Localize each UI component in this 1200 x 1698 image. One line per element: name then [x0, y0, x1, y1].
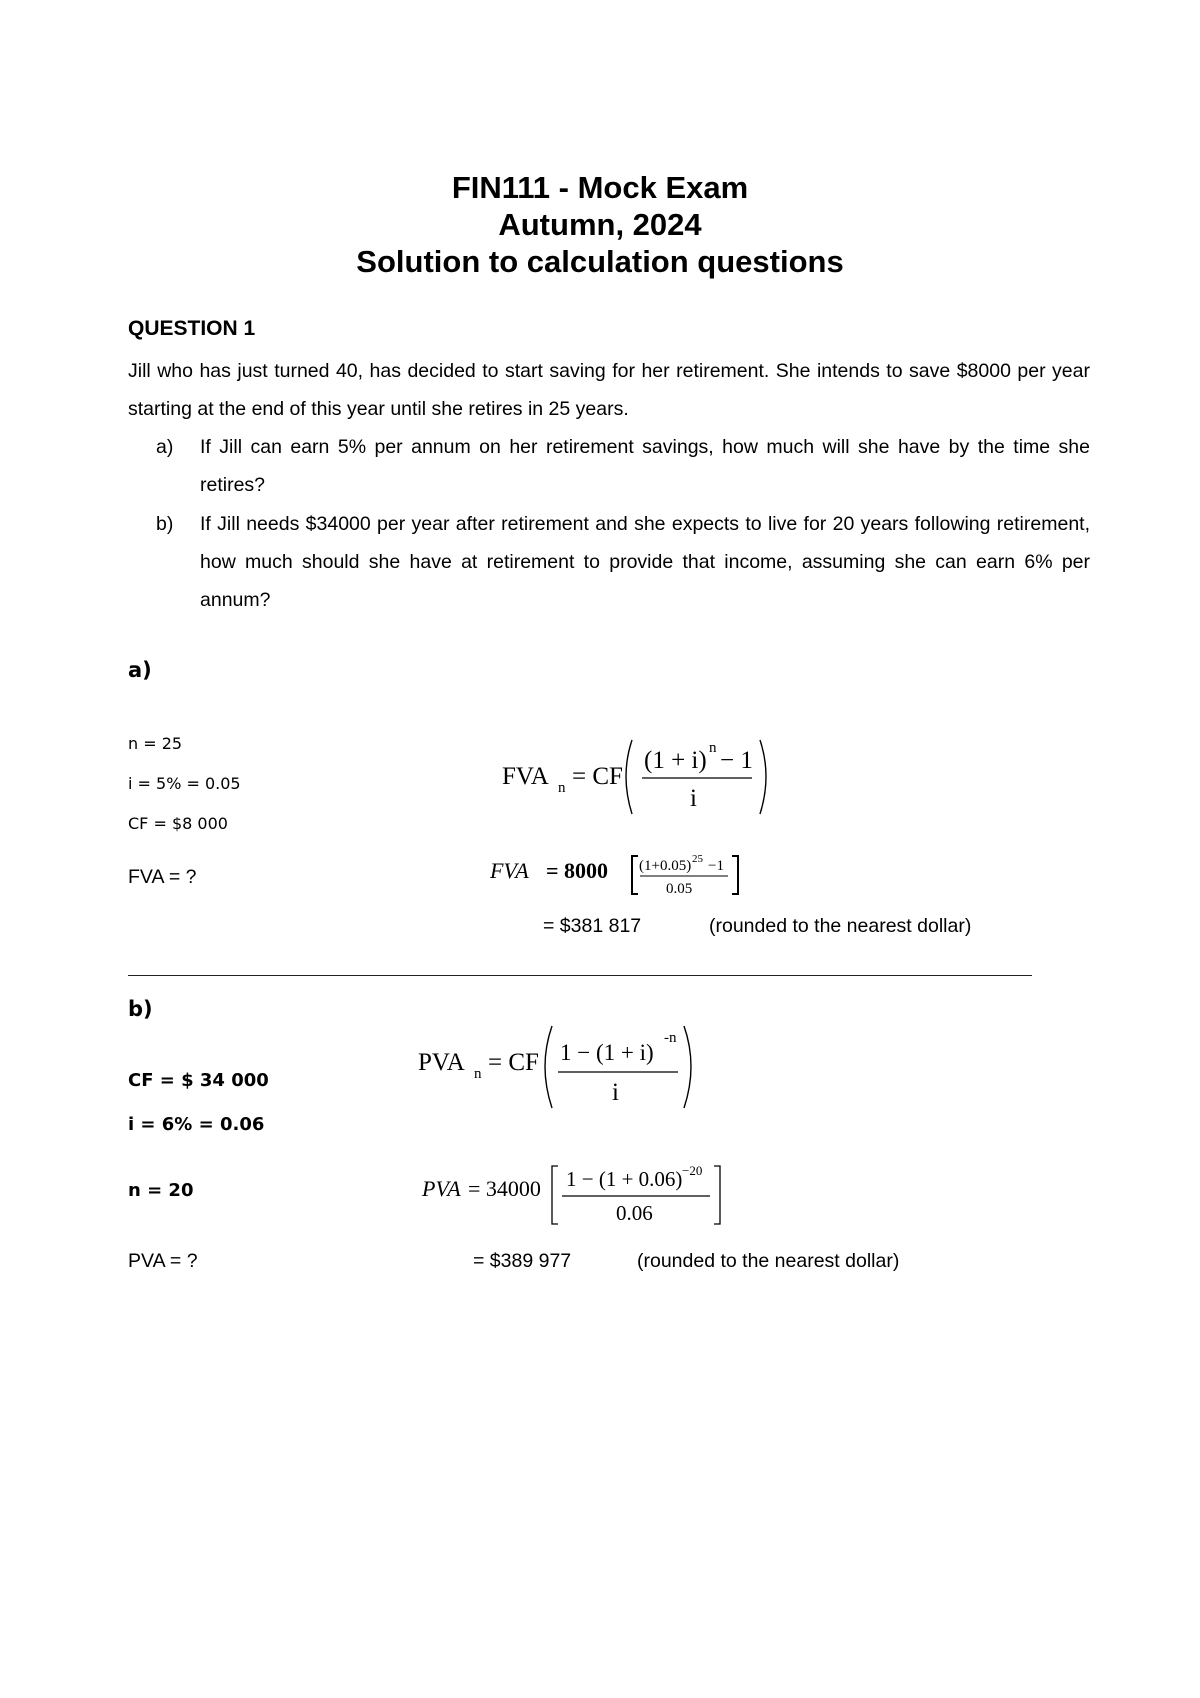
part-a-result: = $381 817: [543, 915, 642, 937]
doc-title: FIN111 - Mock Exam: [451, 170, 749, 205]
formula-num-tail: −1: [708, 858, 724, 874]
formula-eq: = 34000: [468, 1176, 541, 1201]
formula-den: 0.05: [666, 881, 693, 897]
var-cf: CF = $ 34 000: [128, 1070, 269, 1091]
formula-lhs: FVA: [502, 763, 549, 790]
part-b-result: = $389 977: [473, 1250, 572, 1272]
formula-num-exp: 25: [692, 853, 703, 865]
formula-num-base: 1 − (1 + i): [560, 1040, 654, 1065]
item-label: a): [156, 436, 174, 458]
formula-num-exp: n: [709, 740, 717, 756]
section-divider: [128, 975, 1032, 976]
formula-den: i: [612, 1079, 619, 1106]
formula-subscript: n: [558, 780, 566, 796]
formula-subscript: n: [474, 1066, 482, 1082]
formula-num: (1+0.05): [639, 858, 692, 874]
formula-num-base: (1 + i): [644, 747, 707, 774]
formula-eq: = CF: [572, 763, 623, 790]
formula-eq: = CF: [488, 1049, 539, 1076]
formula-num-exp: -n: [664, 1030, 677, 1046]
var-i: i = 5% = 0.05: [128, 774, 241, 793]
var-n: n = 25: [128, 734, 183, 753]
var-i: i = 6% = 0.06: [128, 1114, 265, 1135]
part-b-note: (rounded to the nearest dollar): [637, 1250, 900, 1272]
var-cf: CF = $8 000: [128, 814, 228, 833]
doc-heading: Solution to calculation questions: [356, 244, 844, 279]
part-b-label: b): [128, 997, 153, 1021]
part-a-label: a): [128, 658, 152, 682]
var-n: n = 20: [128, 1180, 194, 1201]
fva-applied-formula: [488, 848, 768, 909]
question-text: Jill who has just turned 40, has decided to start saving for her retirement. She intends to save $8000 per year starting at the end of this year until she retires in 25 years.: [128, 360, 1090, 420]
var-fva: FVA = ?: [128, 866, 197, 888]
doc-subtitle: Autumn, 2024: [498, 207, 702, 242]
formula-lhs: FVA: [490, 858, 529, 883]
formula-eq: = 8000: [546, 858, 609, 883]
formula-lhs: PVA: [418, 1049, 465, 1076]
item-text: If Jill needs $34000 per year after retirement and she expects to live for 20 years following retirement, how much should she have at retirement to provide that income, assuming she can earn 6% per annum?: [200, 513, 1090, 611]
item-label: b): [156, 513, 174, 535]
pva-applied-formula: [420, 1158, 740, 1237]
var-pva: PVA = ?: [128, 1250, 198, 1272]
question-heading: QUESTION 1: [128, 317, 256, 340]
formula-den: 0.06: [616, 1201, 653, 1225]
fva-general-formula: [500, 734, 780, 829]
item-text: If Jill can earn 5% per annum on her retirement savings, how much will she have by the time she retires?: [200, 436, 1090, 496]
formula-num-tail: − 1: [720, 747, 753, 774]
part-a-note: (rounded to the nearest dollar): [709, 915, 972, 937]
formula-lhs: PVA: [422, 1176, 461, 1201]
formula-den: i: [690, 785, 697, 812]
formula-num-base: 1 − (1 + 0.06): [566, 1167, 683, 1191]
formula-num-exp: −20: [682, 1163, 703, 1178]
pva-general-formula: [416, 1022, 706, 1123]
